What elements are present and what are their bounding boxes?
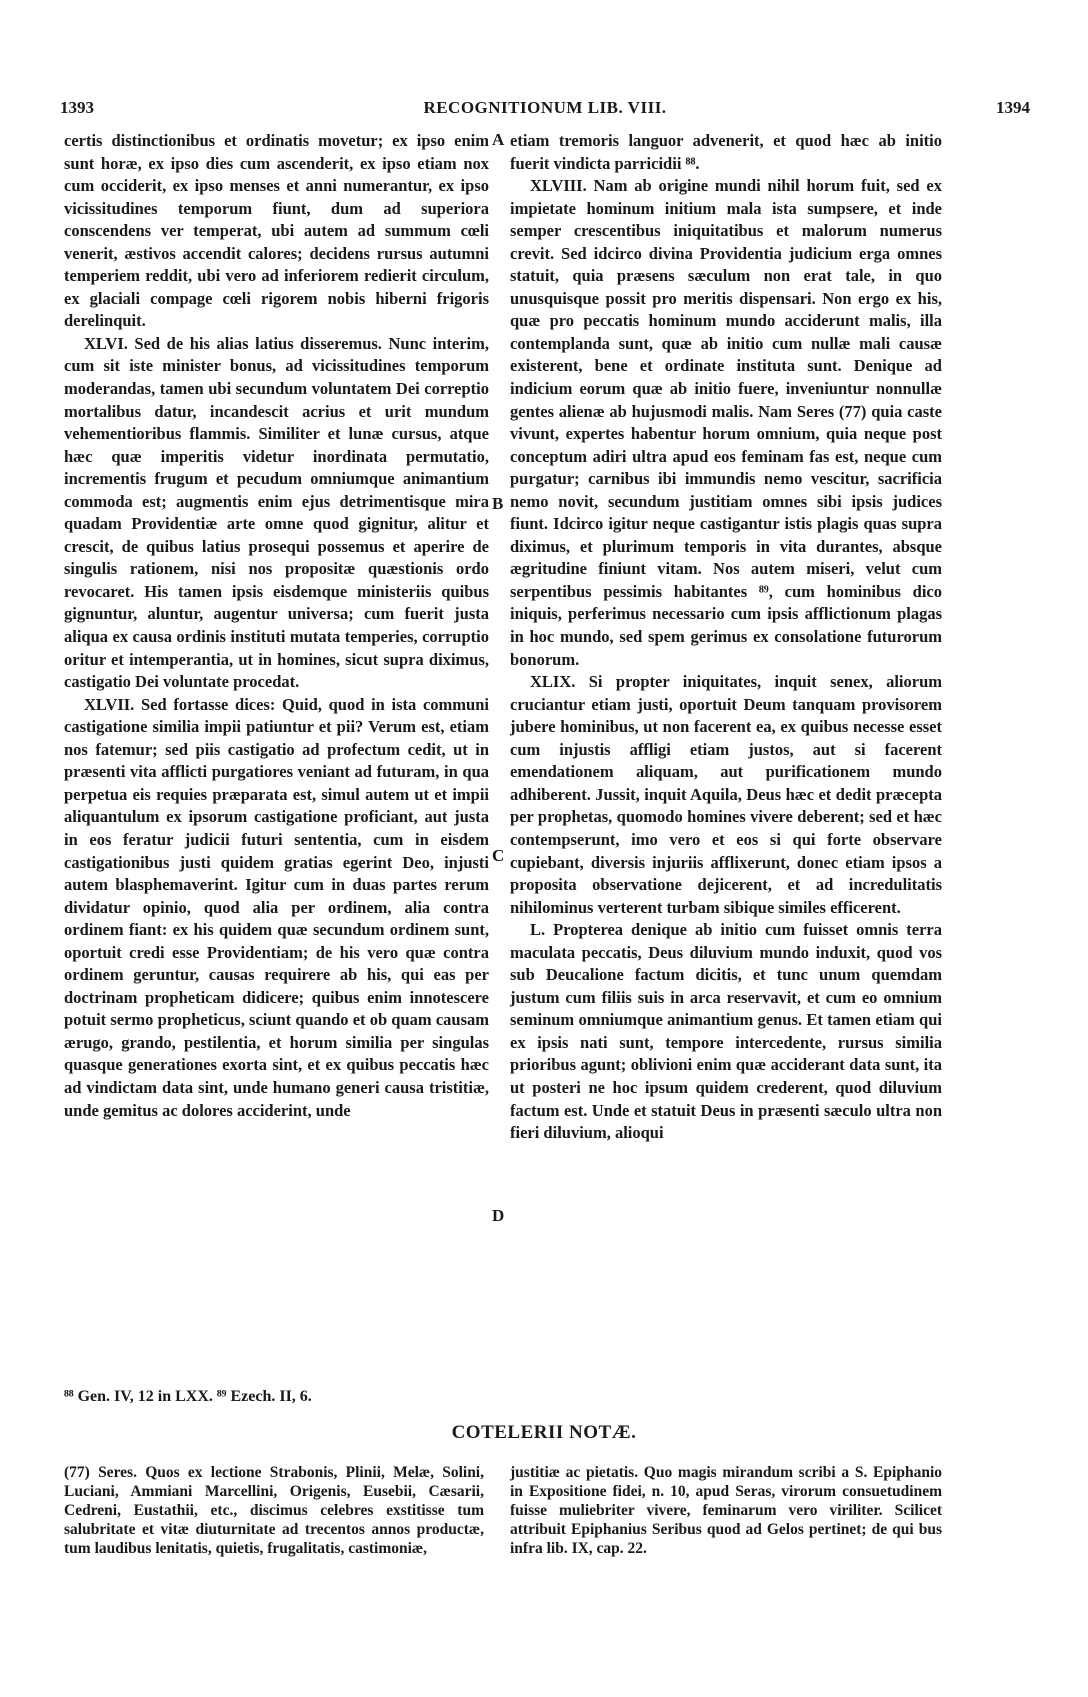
notes-left-column [64,1463,484,1558]
note-text: (77) Seres. Quos ex lectione Strabonis, Plinii, Melæ, Solini, Luciani, Ammiani Marcellini, Origenis, Eusebii, Cæsarii, Cedreni, Eustathii, etc., discimus celebres exstitisse tum salubritate et vitæ diuturnitate ad trecentos annos productæ, tum laudibus lenitatis, quietis, frugalitatis, castimoniæ, [64,1464,484,1557]
left-column [64,130,489,1122]
running-header [60,98,1030,124]
footnote: ⁸⁸ Gen. IV, 12 in LXX. ⁸⁹ Ezech. II, 6. [64,1388,312,1405]
section-marker-a: A [492,130,505,149]
paragraph: XLIX. Si propter iniquitates, inquit senex, aliorum cruciantur etiam justi, oportuit Deum tanquam provisorem jubere hominibus, ut non facerent ea, ex quibus necesse esset cum injustis affligi etiam justos, aut si facerent emendationem aliquam, aut purificationem mundo adhiberent. Jussit, inquit Aquila, Deus hæc et dedit præcepta per prophetas, quomodo homines vivere deberent; sed et hæc contempserunt, imo vero et eos si qui forte observare cupiebant, diversis injuriis afflixerunt, donec etiam ipsos a proposita observatione dejicerent, et ad incredulitatis nihilominus verterent turbam sibique similes efficerent. [510,672,942,917]
paragraph: etiam tremoris languor advenerit, et quod hæc ab initio fuerit vindicta parricidii ⁸⁸. [510,131,942,173]
note-text: justitiæ ac pietatis. Quo magis mirandum scribi a S. Epiphanio in Expositione fidei, n. 10, apud Seras, virorum consuetudinem fuisse muliebriter vivere, feminarum vero viriliter. Scilicet attribuit Epiphanius Seribus quod ad Gelos pertinet; de qui bus infra lib. IX, cap. 22. [510,1464,942,1557]
page-number-left: 1393 [60,98,94,117]
paragraph: XLVII. Sed fortasse dices: Quid, quod in ista communi castigatione similia impii patiuntur et pii? Verum est, etiam nos fatemur; sed piis castigatio ad profectum cedit, ut in præsenti vita afflicti purgatiores veniant ad futuram, in qua perpetua eis requies præparata est, simul autem ut et impii aliquantulum ex ipsorum castigatione proficiant, aut justa in eos feratur judicii futuri sententia, cum in eisdem castigationibus justi quidem gratias egerint Deo, injusti autem blasphemaverint. Igitur cum in duas partes rerum dividatur opinio, quod alia per ordinem, alia contra ordinem fiant: ex his quidem quæ secundum ordinem sunt, oportuit credi esse Providentiam; de his vero quæ contra ordinem geruntur, causas requirere ab his, qui eas per doctrinam propheticam didicere; quibus enim innotescere potuit sermo propheticus, sciunt quando et ob quam causam ærugo, grando, pestilentia, et horum similia per singulas quasque generationes exorta sint, et ex quibus peccatis hæc ad vindictam data sint, unde humano generi causa tristitiæ, unde gemitus ac dolores acciderint, unde [64,694,489,1120]
paragraph: XLVIII. Nam ab origine mundi nihil horum fuit, sed ex impietate hominum initium mala ista sumpsere, et inde semper crescentibus iniquitatibus et malorum numerus crevit. Sed idcirco divina Providentia judicium erga omnes statuit, quia præsens sæculum non erat tale, in quo unusquisque possit pro meritis dispensari. Non ergo ex his, quæ pro peccatis hominum mundo acciderunt malis, illa contemplanda sunt, quæ ab initio cum nullæ mali causæ existerent, bene et ordinate instituta sunt. Denique ad indicium eorum quæ ab initio fuere, inveniuntur nonnullæ gentes alienæ ab hujusmodi malis. Nam Seres (77) quia caste vivunt, expertes habentur horum omnium, quia neque post conceptum adiri ultra apud eos feminam fas est, neque cum purgatur; carnibus ibi immundis nemo vescitur, sacrificia nemo novit, secundum justitiam omnes sibi ipsis judices fiunt. Idcirco igitur neque castigantur istis plagis quas supra diximus, et plurimum temporis in vita durantes, absque ægritudine finiunt vitam. Nos autem miseri, velut cum serpentibus pessimis habitantes ⁸⁹, cum hominibus dico iniquis, perferimus necessario cum ipsis afflictionum plagas in hoc mundo, sed spem gerimus ex consolatione futurorum bonorum. [510,176,942,669]
section-marker-b: B [492,494,504,513]
section-marker-c: C [492,846,505,865]
paragraph: certis distinctionibus et ordinatis movetur; ex ipso enim sunt horæ, ex ipso dies cum ascenderit, ex ipso etiam nox cum occiderit, ex ipso menses et anni numerantur, ex ipso vicissitudines temporum fiunt, dum ad superiora conscendens ver temperat, ubi autem ad summum cœli venerit, æstivos accendit calores; decidens rursus autumni temperiem reddit, ubi vero ad inferiorem redierit circulum, ex glaciali compage cœli rigorem nobis hiberni frigoris derelinquit. [64,131,489,331]
notes-title: COTELERII NOTÆ. [451,1422,637,1443]
paragraph: XLVI. Sed de his alias latius disseremus. Nunc interim, cum sit iste minister bonus, ad vicissitudines temporum moderandas, tamen ubi secundum voluntatem Dei correptio mortalibus datur, incandescit acrius et urit mundum vehementioribus flammis. Similiter et lunæ cursus, atque hæc quæ imperitis videtur inordinata permutatio, incrementis frugum et pecudum omniumque animantium commoda est; augmentis enim ejus detrimentisque mira quadam Providentiæ arte omne quod gignitur, alitur et crescit, de quibus latius prosequi possemus et aperire de singulis rationem, nisi nos propositæ quæstionis ordo revocaret. His tamen ipsis eisdemque ministeriis quibus gignuntur, aluntur, augentur universa; cum fuerit justa aliqua ex causa ordinis instituti mutata temperies, corruptio oritur et intemperantia, ut in homines, sicut supra diximus, castigatio Dei voluntate procedat. [64,333,489,692]
paragraph: L. Propterea denique ab initio cum fuisset omnis terra maculata peccatis, Deus diluvium mundo induxit, quod vos sub Deucalione factum dicitis, et tunc unum quemdam justum cum filiis suis in arca reservavit, et cum eo omnium seminum omniumque animantium genus. Et tamen etiam qui ex ipsis nati sunt, tempore intercedente, rursus similia prioribus agunt; oblivioni enim quæ acciderant data sunt, ita ut posteri ne hoc ipsum quidem crederent, quod diluvium factum est. Unde et statuit Deus in præsenti sæculo ultra non fieri diluvium, alioqui [510,920,942,1143]
running-title: RECOGNITIONUM LIB. VIII. [423,98,667,117]
page-number-right: 1394 [996,98,1030,117]
notes-right-column [510,1463,942,1558]
section-marker-d: D [492,1206,505,1225]
right-column [510,130,942,1145]
